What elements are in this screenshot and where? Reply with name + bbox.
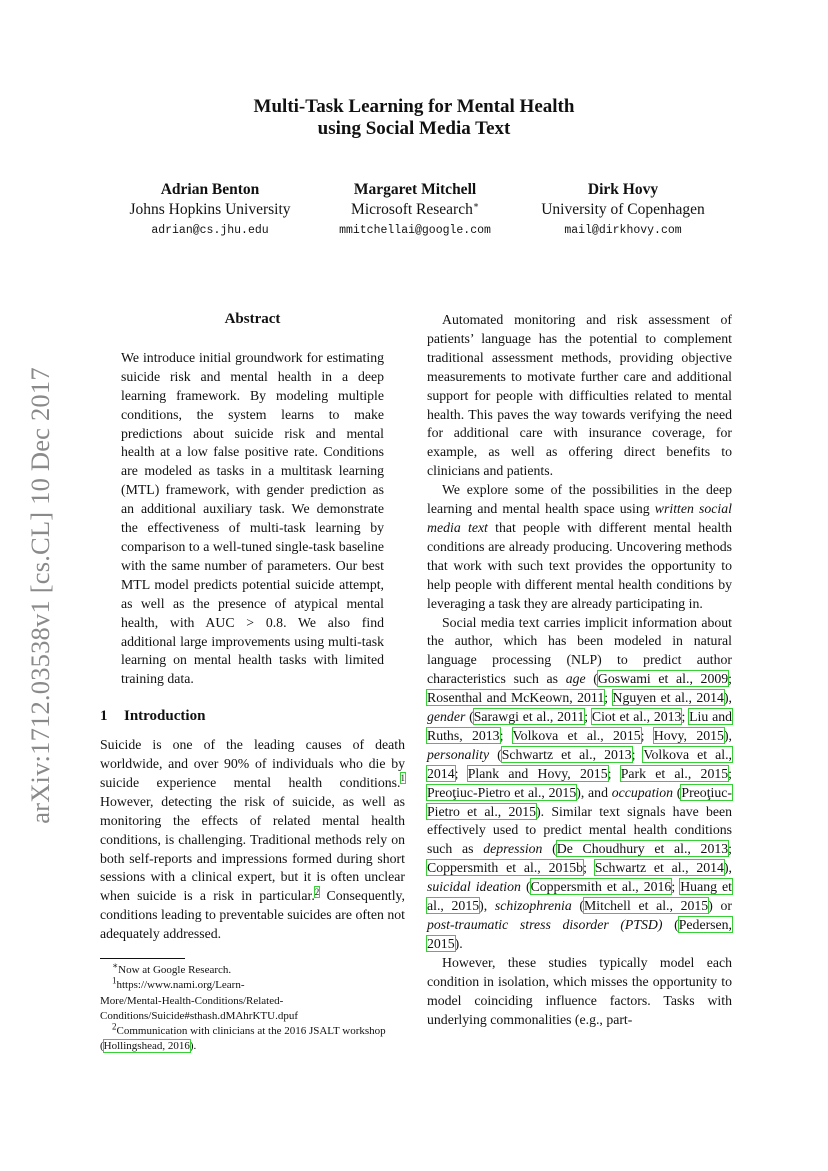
body-paragraph: We explore some of the possibilities in the deep learning and mental health space using written social media text that people with different mental health conditions are already producing. Uncovering methods that work with such text provides the opportunity to help people with different mental health conditions by leveraging a task they are already participating in. bbox=[427, 482, 732, 611]
author-affiliation: Microsoft Research∗ bbox=[351, 199, 479, 218]
body-paragraph-related-work: Social media text carries implicit information about the author, which has been modeled in natural language processing (NLP) to predict author characteristics such as age (Goswami et al., 2009; Rosenthal and McKeown, 2011; Nguyen et al., 2014), gender (Sarawgi et al., 2011; Ciot et al., 2013; Liu and Ruths, 2013; Volkova et al., 2015; Hovy, 2015), personality (Schwartz et al., 2013; Volkova et al., 2014; Plank and Hovy, 2015; Park et al., 2015; Preoţiuc-Pietro et al., 2015), and occupation (Preoţiuc-Pietro et al., 2015). Similar text signals have been effectively used to predict mental health conditions such as depression (De Choudhury et al., 2013; Coppersmith et al., 2015b; Schwartz et al., 2014), suicidal ideation (Coppersmith et al., 2016; Huang et al., 2015), schizophrenia (Mitchell et al., 2015) or post-traumatic stress disorder (PTSD) (Pedersen, 2015). bbox=[427, 614, 733, 951]
citation-link[interactable]: Goswami et al., 2009 bbox=[597, 671, 729, 687]
section-heading-introduction bbox=[100, 707, 405, 726]
footnote-2-link[interactable]: 2 bbox=[314, 886, 320, 897]
footnotes bbox=[100, 960, 405, 1054]
citation-link[interactable]: Schwartz et al., 2013 bbox=[501, 746, 632, 762]
section-number: 1 bbox=[100, 708, 108, 725]
title-line-2: using Social Media Text bbox=[317, 118, 511, 139]
author-2 bbox=[295, 180, 535, 242]
citation-link[interactable]: Preoţiuc-Pietro et al., 2015 bbox=[427, 784, 732, 819]
author-email[interactable]: mail@dirkhovy.com bbox=[564, 224, 682, 237]
citation-link[interactable]: Volkova et al., 2014 bbox=[427, 746, 732, 781]
intro-paragraph: Suicide is one of the leading causes of death worldwide, and over 90% of individuals who die by suicide experience mental health conditions.$^1$ However, detecting the risk of suicide, as well as monitoring the effects of related mental health conditions, is challenging. Traditional methods rely on both self-reports and impressions formed during short sessions with a clinical expert, but it is often unclear when suicide is a risk in particular.$^2$ Consequently, conditions leading to preventable suicides are often not adequately addressed. bbox=[100, 737, 405, 942]
section-title: Introduction bbox=[124, 708, 206, 725]
citation-link[interactable]: De Choudhury et al., 2013 bbox=[556, 841, 729, 857]
title-line-1: Multi-Task Learning for Mental Health bbox=[253, 96, 575, 117]
abstract-text: We introduce initial groundwork for estimating suicide risk and mental health in a deep learning framework. By modeling multiple conditions, the system learns to make predictions about suicide risk and mental health at a low false positive rate. Conditions are modeled as tasks in a multitask learning (MTL) framework, with gender prediction as an additional auxiliary task. We demonstrate the effectiveness of multi-task learning by comparison to a well-tuned single-task baseline with the same number of parameters. Our best MTL model predicts potential suicide attempt, as well as the presence of atypical mental health, with AUC > 0.8. We also find additional large improvements using multi-task learning on mental health tasks with limited training data. bbox=[121, 349, 384, 687]
author-name: Dirk Hovy bbox=[587, 181, 659, 198]
citation-link[interactable]: Nguyen et al., 2014 bbox=[612, 690, 724, 706]
footnote-divider bbox=[100, 958, 185, 959]
body-paragraph: Automated monitoring and risk assessment of patients’ language has the potential to complement traditional assessment methods, providing objective measurements to motivate further care and additional support for people with difficulties related to mental health. This paves the way towards verifying the need for additional care with insurance coverage, for example, as well as offering direct benefits to clinicians and patients. bbox=[427, 312, 732, 479]
footnote-1-cont[interactable]: Conditions/Suicide#sthash.dMAhrKTU.dpuf bbox=[100, 1009, 298, 1022]
arxiv-id-text: arXiv:1712.03538v1 [cs.CL] 10 Dec 2017 bbox=[24, 366, 55, 824]
author-affiliation: Johns Hopkins University bbox=[129, 201, 291, 218]
citation-link[interactable]: Liu and Ruths, 2013 bbox=[427, 709, 732, 743]
author-email[interactable]: adrian@cs.jhu.edu bbox=[151, 224, 269, 237]
affiliation-footnote-mark[interactable]: ∗ bbox=[472, 199, 479, 210]
citation-link[interactable]: Volkova et al., 2015 bbox=[512, 727, 641, 743]
citation-link[interactable]: Schwartz et al., 2014 bbox=[594, 860, 724, 876]
author-name: Adrian Benton bbox=[160, 181, 260, 198]
citation-link[interactable]: Sarawgi et al., 2011 bbox=[473, 709, 585, 725]
footnote-1: $^1$https://www.nami.org/Learn- bbox=[112, 975, 245, 992]
author-affiliation: University of Copenhagen bbox=[541, 201, 705, 218]
citation-link[interactable]: Plank and Hovy, 2015 bbox=[467, 765, 608, 781]
footnote-1-link[interactable]: 1 bbox=[400, 773, 405, 784]
body-paragraph: However, these studies typically model each condition in isolation, which misses the opportunity to model coinciding influence factors. Tasks with underlying commonalities (e.g., part- bbox=[427, 954, 732, 1027]
citation-link[interactable]: Coppersmith et al., 2015b bbox=[427, 860, 584, 876]
author-name: Margaret Mitchell bbox=[353, 181, 477, 198]
footnote-1-cont[interactable]: More/Mental-Health-Conditions/Related- bbox=[100, 994, 284, 1007]
footnote-star: ∗Now at Google Research. bbox=[112, 960, 232, 977]
footnote-1-url[interactable]: https://www.nami.org/Learn- bbox=[116, 979, 245, 992]
citation-link[interactable]: Pedersen, 2015 bbox=[427, 917, 733, 951]
author-email[interactable]: mmitchellai@google.com bbox=[339, 224, 491, 237]
citation-link[interactable]: Park et al., 2015 bbox=[620, 765, 729, 781]
author-3 bbox=[503, 180, 743, 242]
citation-link[interactable]: Preoţiuc-Pietro et al., 2015 bbox=[427, 784, 577, 800]
citation-link[interactable]: Rosenthal and McKeown, 2011 bbox=[427, 690, 605, 706]
citation-link[interactable]: Ciot et al., 2013 bbox=[591, 709, 682, 725]
author-1 bbox=[90, 180, 330, 242]
citation-link[interactable]: Coppersmith et al., 2016 bbox=[530, 879, 672, 895]
citation-link[interactable]: Huang et al., 2015 bbox=[427, 879, 732, 914]
footnote-2: $^2$Communication with clinicians at the 2016 JSALT workshop (Hollingshead, 2016). bbox=[100, 1021, 386, 1053]
citation-link[interactable]: Hollingshead, 2016 bbox=[103, 1040, 190, 1053]
citation-link[interactable]: Hovy, 2015 bbox=[653, 727, 724, 743]
paper-title bbox=[0, 96, 828, 140]
citation-link[interactable]: Mitchell et al., 2015 bbox=[584, 898, 709, 914]
right-column bbox=[427, 311, 732, 1029]
abstract-heading: Abstract bbox=[224, 311, 281, 327]
arxiv-identifier-stamp bbox=[20, 360, 60, 830]
left-column bbox=[100, 310, 405, 1054]
